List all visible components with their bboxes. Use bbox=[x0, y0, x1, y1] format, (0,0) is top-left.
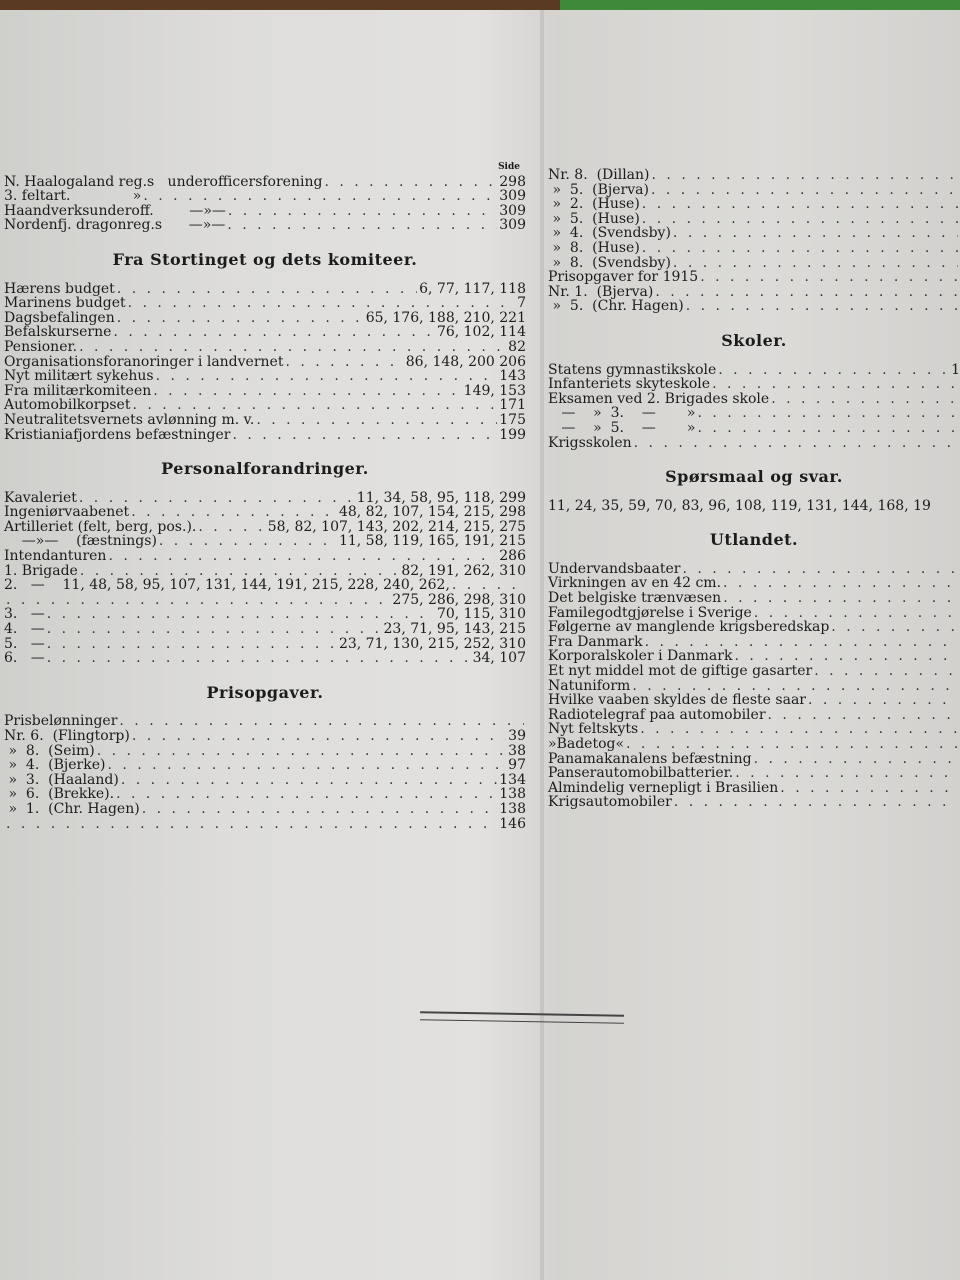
entry-label: Haandverksunderoff. —»— bbox=[4, 202, 226, 219]
entry-pages: 38 bbox=[508, 742, 526, 759]
index-entry bbox=[548, 722, 960, 737]
entry-label: Befalskurserne bbox=[4, 324, 112, 341]
leader-dots bbox=[97, 744, 506, 759]
document-page bbox=[0, 10, 960, 1280]
entry-label: Nr. 8. (Dillan) bbox=[548, 167, 650, 183]
index-entry bbox=[4, 296, 526, 311]
leader-dots bbox=[831, 620, 958, 635]
entry-label: Krigsskolen bbox=[548, 434, 632, 451]
entry-label: 6. — bbox=[4, 650, 45, 667]
leader-dots bbox=[652, 168, 958, 183]
leader-dots bbox=[734, 649, 958, 664]
index-entry bbox=[4, 729, 526, 744]
entry-pages: 309 bbox=[499, 217, 526, 234]
entry-pages: 175 bbox=[499, 411, 526, 428]
leader-dots bbox=[723, 591, 958, 606]
leader-dots bbox=[116, 787, 497, 802]
leader-dots bbox=[682, 562, 958, 577]
page-reference-line: 11, 24, 35, 59, 70, 83, 96, 108, 119, 131, 144, 168, 19 bbox=[548, 497, 931, 514]
index-entry bbox=[4, 637, 526, 652]
entry-pages: 34, 107 bbox=[472, 650, 526, 667]
index-entry bbox=[4, 175, 526, 190]
index-entry bbox=[548, 168, 960, 183]
entry-label: Korporalskoler i Danmark bbox=[548, 648, 733, 665]
index-entry bbox=[4, 204, 526, 219]
entry-pages: 134 bbox=[499, 771, 526, 788]
entry-pages: 143 bbox=[499, 368, 526, 385]
leader-dots bbox=[674, 795, 958, 810]
entry-label: Fra militærkomiteen bbox=[4, 382, 152, 399]
leader-dots bbox=[452, 578, 524, 593]
entry-label: » 3. (Haaland) bbox=[4, 771, 119, 788]
entry-label: Hvilke vaaben skyldes de fleste saar bbox=[548, 692, 806, 709]
index-entry bbox=[548, 377, 960, 392]
entry-label: Panserautomobilbatterier. bbox=[548, 765, 734, 782]
leader-dots bbox=[47, 607, 435, 622]
leader-dots bbox=[285, 355, 403, 370]
entry-label: » 5. (Bjerva) bbox=[548, 181, 649, 198]
index-entry bbox=[4, 593, 526, 608]
entry-label: 3. feltart. » bbox=[4, 188, 142, 205]
entry-pages: 48, 82, 107, 154, 215, 298 bbox=[338, 504, 526, 521]
leader-dots bbox=[117, 282, 417, 297]
index-entry bbox=[4, 534, 526, 549]
leader-dots bbox=[159, 534, 337, 549]
index-entry bbox=[548, 591, 960, 606]
page-gutter bbox=[540, 10, 544, 1280]
leader-dots bbox=[712, 377, 958, 392]
entry-label: Eksamen ved 2. Brigades skole bbox=[548, 390, 770, 407]
index-entry bbox=[548, 421, 960, 436]
index-entry bbox=[4, 355, 526, 370]
entry-label: Nordenfj. dragonreg.s —»— bbox=[4, 217, 226, 234]
leader-dots bbox=[107, 758, 506, 773]
index-entry bbox=[548, 737, 960, 752]
entry-label: » 8. (Seim) bbox=[4, 742, 95, 759]
index-entry bbox=[4, 564, 526, 579]
entry-pages: 138 bbox=[499, 800, 526, 817]
entry-label: Almindelig vernepligt i Brasilien bbox=[548, 779, 779, 796]
entry-label: Panamakanalens befæstning bbox=[548, 750, 752, 767]
entry-label: » 2. (Huse) bbox=[548, 196, 640, 213]
index-entry bbox=[548, 212, 960, 227]
entry-label: Dagsbefalingen bbox=[4, 309, 115, 326]
entry-label: Nr. 6. (Flingtorp) bbox=[4, 728, 130, 744]
left-sections bbox=[4, 249, 526, 832]
side-header: Side bbox=[498, 162, 520, 172]
entry-label: Organisationsforanoringer i landvernet bbox=[4, 353, 284, 370]
leader-dots bbox=[718, 363, 949, 378]
entry-label: Prisopgaver for 1915 bbox=[548, 269, 699, 286]
entry-label: » 1. (Chr. Hagen) bbox=[4, 800, 140, 817]
leader-dots bbox=[632, 679, 958, 694]
index-entry bbox=[548, 766, 960, 781]
leader-dots bbox=[771, 392, 958, 407]
entry-pages: 82, 191, 262, 310 bbox=[401, 562, 526, 579]
entry-label: Nyt militært sykehus bbox=[4, 368, 154, 385]
index-entry bbox=[548, 693, 960, 708]
index-entry bbox=[4, 398, 526, 413]
index-entry bbox=[4, 817, 526, 832]
entry-label: Kristianiafjordens befæstninger bbox=[4, 426, 231, 443]
entry-label: Undervandsbaater bbox=[548, 560, 681, 577]
leader-dots bbox=[735, 766, 958, 781]
entry-pages: 309 bbox=[499, 202, 526, 219]
leader-dots bbox=[626, 737, 958, 752]
entry-pages: 76, 102, 114 bbox=[436, 324, 526, 341]
index-entry bbox=[4, 428, 526, 443]
index-entry bbox=[548, 781, 960, 796]
entry-label: 4. — bbox=[4, 621, 45, 638]
leader-dots bbox=[47, 651, 471, 666]
entry-label: Følgerne av manglende krigsberedskap bbox=[548, 619, 830, 636]
leader-dots bbox=[117, 311, 364, 326]
leader-dots bbox=[754, 752, 958, 767]
index-entry bbox=[548, 708, 960, 723]
leader-dots bbox=[6, 593, 390, 608]
index-entry bbox=[4, 744, 526, 759]
index-entry bbox=[4, 218, 526, 233]
leader-dots bbox=[814, 664, 958, 679]
entry-pages: 146 bbox=[499, 815, 526, 832]
leader-dots bbox=[651, 183, 958, 198]
section-heading: Personalforandringer. bbox=[161, 459, 369, 479]
index-entry bbox=[548, 226, 960, 241]
entry-label: Prisbelønninger bbox=[4, 713, 118, 730]
entry-label: 5. — bbox=[4, 635, 45, 652]
leader-dots bbox=[47, 622, 382, 637]
entry-pages: 65, 176, 188, 210, 221 bbox=[365, 309, 526, 326]
leader-dots bbox=[698, 406, 959, 421]
entry-label: » 4. (Svendsby) bbox=[548, 225, 671, 242]
index-entry bbox=[4, 773, 526, 788]
leader-dots bbox=[119, 714, 524, 729]
leader-dots bbox=[754, 606, 958, 621]
index-entry bbox=[548, 436, 960, 451]
leader-dots bbox=[640, 722, 958, 737]
right-intro-list bbox=[548, 168, 960, 314]
end-rule bbox=[420, 1011, 624, 1024]
leader-dots bbox=[79, 340, 506, 355]
left-intro-list bbox=[4, 175, 526, 233]
entry-label: Neutralitetsvernets avlønning m. v. bbox=[4, 411, 255, 428]
entry-label: Infanteriets skyteskole bbox=[548, 376, 711, 393]
entry-label: — » 3. — » bbox=[548, 405, 696, 422]
entry-pages: 199 bbox=[499, 426, 526, 443]
index-entry bbox=[4, 369, 526, 384]
entry-label: Familegodtgjørelse i Sverige bbox=[548, 604, 752, 621]
index-entry bbox=[548, 183, 960, 198]
index-entry bbox=[548, 256, 960, 271]
entry-pages: 138 bbox=[499, 786, 526, 803]
entry-label: Intendanturen bbox=[4, 548, 107, 565]
leader-dots bbox=[108, 549, 497, 564]
entry-label: Fra Danmark bbox=[548, 633, 643, 650]
index-entry bbox=[548, 795, 960, 810]
leader-dots bbox=[808, 693, 958, 708]
index-entry bbox=[4, 651, 526, 666]
right-sections bbox=[548, 330, 960, 811]
index-entry bbox=[548, 664, 960, 679]
leader-dots bbox=[198, 520, 265, 535]
leader-dots bbox=[634, 436, 958, 451]
entry-label: Hærens budget bbox=[4, 280, 115, 297]
entry-pages: 11, 58, 119, 165, 191, 215 bbox=[338, 533, 526, 550]
section-heading: Skoler. bbox=[721, 330, 787, 350]
section-heading: Utlandet. bbox=[709, 530, 799, 550]
index-entry bbox=[4, 311, 526, 326]
entry-pages: 275, 286, 298, 310 bbox=[392, 591, 526, 608]
entry-label: — » 5. — » bbox=[548, 419, 696, 436]
entry-label: Pensioner. bbox=[4, 338, 78, 355]
entry-pages: 23, 71, 95, 143, 215 bbox=[383, 621, 526, 638]
entry-label: Natuniform bbox=[548, 677, 631, 694]
leader-dots bbox=[79, 491, 355, 506]
index-entry bbox=[4, 520, 526, 535]
entry-pages: 149, 153 bbox=[463, 382, 526, 399]
index-entry bbox=[4, 549, 526, 564]
index-entry bbox=[548, 285, 960, 300]
leader-dots bbox=[121, 773, 497, 788]
entry-label: » 5. (Chr. Hagen) bbox=[548, 298, 684, 315]
entry-label: Artilleriet (felt, berg, pos.). bbox=[4, 518, 197, 535]
entry-label: Radiotelegraf paa automobiler bbox=[548, 706, 766, 723]
index-entry bbox=[548, 241, 960, 256]
leader-dots bbox=[6, 817, 497, 832]
section-heading: Spørsmaal og svar. bbox=[665, 467, 843, 487]
index-entry bbox=[548, 197, 960, 212]
entry-label: 1. Brigade bbox=[4, 562, 78, 579]
index-entry bbox=[4, 787, 526, 802]
entry-label: 3. — bbox=[4, 606, 45, 623]
right-column bbox=[548, 168, 960, 810]
entry-label: » 8. (Svendsby) bbox=[548, 254, 671, 271]
leader-dots bbox=[768, 708, 958, 723]
leader-dots bbox=[673, 256, 958, 271]
index-entry bbox=[548, 270, 960, 285]
entry-label: Kavaleriet bbox=[4, 489, 77, 506]
index-entry bbox=[548, 679, 960, 694]
leader-dots bbox=[132, 398, 497, 413]
entry-pages: 70, 115, 310 bbox=[436, 606, 526, 623]
leader-dots bbox=[233, 428, 498, 443]
section-heading: Fra Stortinget og dets komiteer. bbox=[112, 249, 418, 269]
entry-pages: 7 bbox=[517, 295, 526, 312]
index-entry bbox=[4, 189, 526, 204]
entry-label: Nyt feltskyts bbox=[548, 721, 639, 738]
index-entry bbox=[548, 649, 960, 664]
entry-pages: 298 bbox=[499, 173, 526, 190]
left-column bbox=[4, 160, 526, 831]
leader-dots bbox=[698, 421, 959, 436]
index-entry bbox=[548, 752, 960, 767]
index-entry bbox=[4, 282, 526, 297]
index-entry bbox=[4, 384, 526, 399]
entry-label: —»— (fæstnings) bbox=[4, 533, 157, 550]
leader-dots bbox=[642, 241, 958, 256]
leader-dots bbox=[227, 218, 497, 233]
entry-label: »Badetog« bbox=[548, 736, 625, 752]
entry-pages: 309 bbox=[499, 188, 526, 205]
index-entry bbox=[4, 802, 526, 817]
entry-pages: 11, 34, 58, 95, 118, 299 bbox=[356, 489, 526, 506]
index-entry bbox=[4, 758, 526, 773]
entry-label: N. Haalogaland reg.s underofficersforening bbox=[4, 173, 323, 190]
index-entry bbox=[4, 491, 526, 506]
index-entry bbox=[4, 413, 526, 428]
index-entry bbox=[4, 340, 526, 355]
index-entry bbox=[548, 576, 960, 591]
leader-dots bbox=[228, 204, 497, 219]
entry-pages: 6, 77, 117, 118 bbox=[419, 280, 526, 297]
leader-dots bbox=[642, 197, 958, 212]
entry-label: Krigsautomobiler bbox=[548, 794, 672, 811]
section-heading: Prisopgaver. bbox=[206, 682, 324, 702]
index-entry bbox=[548, 562, 960, 577]
leader-dots bbox=[131, 505, 337, 520]
leader-dots bbox=[156, 369, 498, 384]
leader-dots bbox=[642, 212, 958, 227]
index-entry bbox=[4, 714, 526, 729]
index-entry bbox=[4, 325, 526, 340]
entry-pages: 58, 82, 107, 143, 202, 214, 215, 275 bbox=[267, 518, 526, 535]
entry-label: 2. — 11, 48, 58, 95, 107, 131, 144, 191, 215, 228, 240, 262, bbox=[4, 577, 450, 594]
leader-dots bbox=[700, 270, 958, 285]
index-entry bbox=[4, 622, 526, 637]
entry-pages: 1 bbox=[951, 361, 960, 378]
index-entry bbox=[548, 635, 960, 650]
entry-label: Det belgiske trænvæsen bbox=[548, 590, 722, 607]
entry-label: » 8. (Huse) bbox=[548, 239, 640, 256]
leader-dots bbox=[673, 226, 958, 241]
entry-label: Statens gymnastikskole bbox=[548, 361, 717, 378]
leader-dots bbox=[686, 299, 958, 314]
leader-dots bbox=[256, 413, 497, 428]
entry-label: Ingeniørvaabenet bbox=[4, 504, 130, 521]
entry-label: Nr. 1. (Bjerva) bbox=[548, 283, 654, 300]
leader-dots bbox=[113, 325, 435, 340]
entry-pages: 82 bbox=[508, 338, 526, 355]
entry-label: Et nyt middel mot de giftige gasarter bbox=[548, 663, 813, 680]
leader-dots bbox=[645, 635, 958, 650]
leader-dots bbox=[723, 576, 958, 591]
leader-dots bbox=[324, 175, 497, 190]
entry-pages: 39 bbox=[508, 728, 526, 744]
index-entry bbox=[4, 505, 526, 520]
index-entry bbox=[4, 607, 526, 622]
entry-pages: 171 bbox=[499, 397, 526, 414]
index-entry bbox=[548, 406, 960, 421]
index-entry bbox=[548, 299, 960, 314]
entry-label: Virkningen av en 42 cm. bbox=[548, 575, 722, 592]
entry-pages: 23, 71, 130, 215, 252, 310 bbox=[338, 635, 526, 652]
index-entry bbox=[4, 578, 526, 593]
leader-dots bbox=[143, 189, 497, 204]
leader-dots bbox=[153, 384, 461, 399]
entry-label: » 4. (Bjerke) bbox=[4, 757, 106, 774]
entry-pages: 97 bbox=[508, 757, 526, 774]
entry-pages: 286 bbox=[499, 548, 526, 565]
entry-pages: 86, 148, 200 206 bbox=[405, 353, 526, 370]
leader-dots bbox=[655, 285, 958, 300]
entry-label: » 5. (Huse) bbox=[548, 210, 640, 227]
leader-dots bbox=[80, 564, 399, 579]
index-entry bbox=[548, 392, 960, 407]
leader-dots bbox=[780, 781, 958, 796]
entry-label: » 6. (Brekke). bbox=[4, 786, 115, 803]
leader-dots bbox=[132, 729, 506, 744]
leader-dots bbox=[128, 296, 515, 311]
index-entry bbox=[548, 620, 960, 635]
leader-dots bbox=[142, 802, 498, 817]
entry-label: Automobilkorpset bbox=[4, 397, 131, 414]
index-entry bbox=[548, 363, 960, 378]
index-entry bbox=[548, 606, 960, 621]
entry-label: Marinens budget bbox=[4, 295, 126, 312]
leader-dots bbox=[47, 637, 337, 652]
